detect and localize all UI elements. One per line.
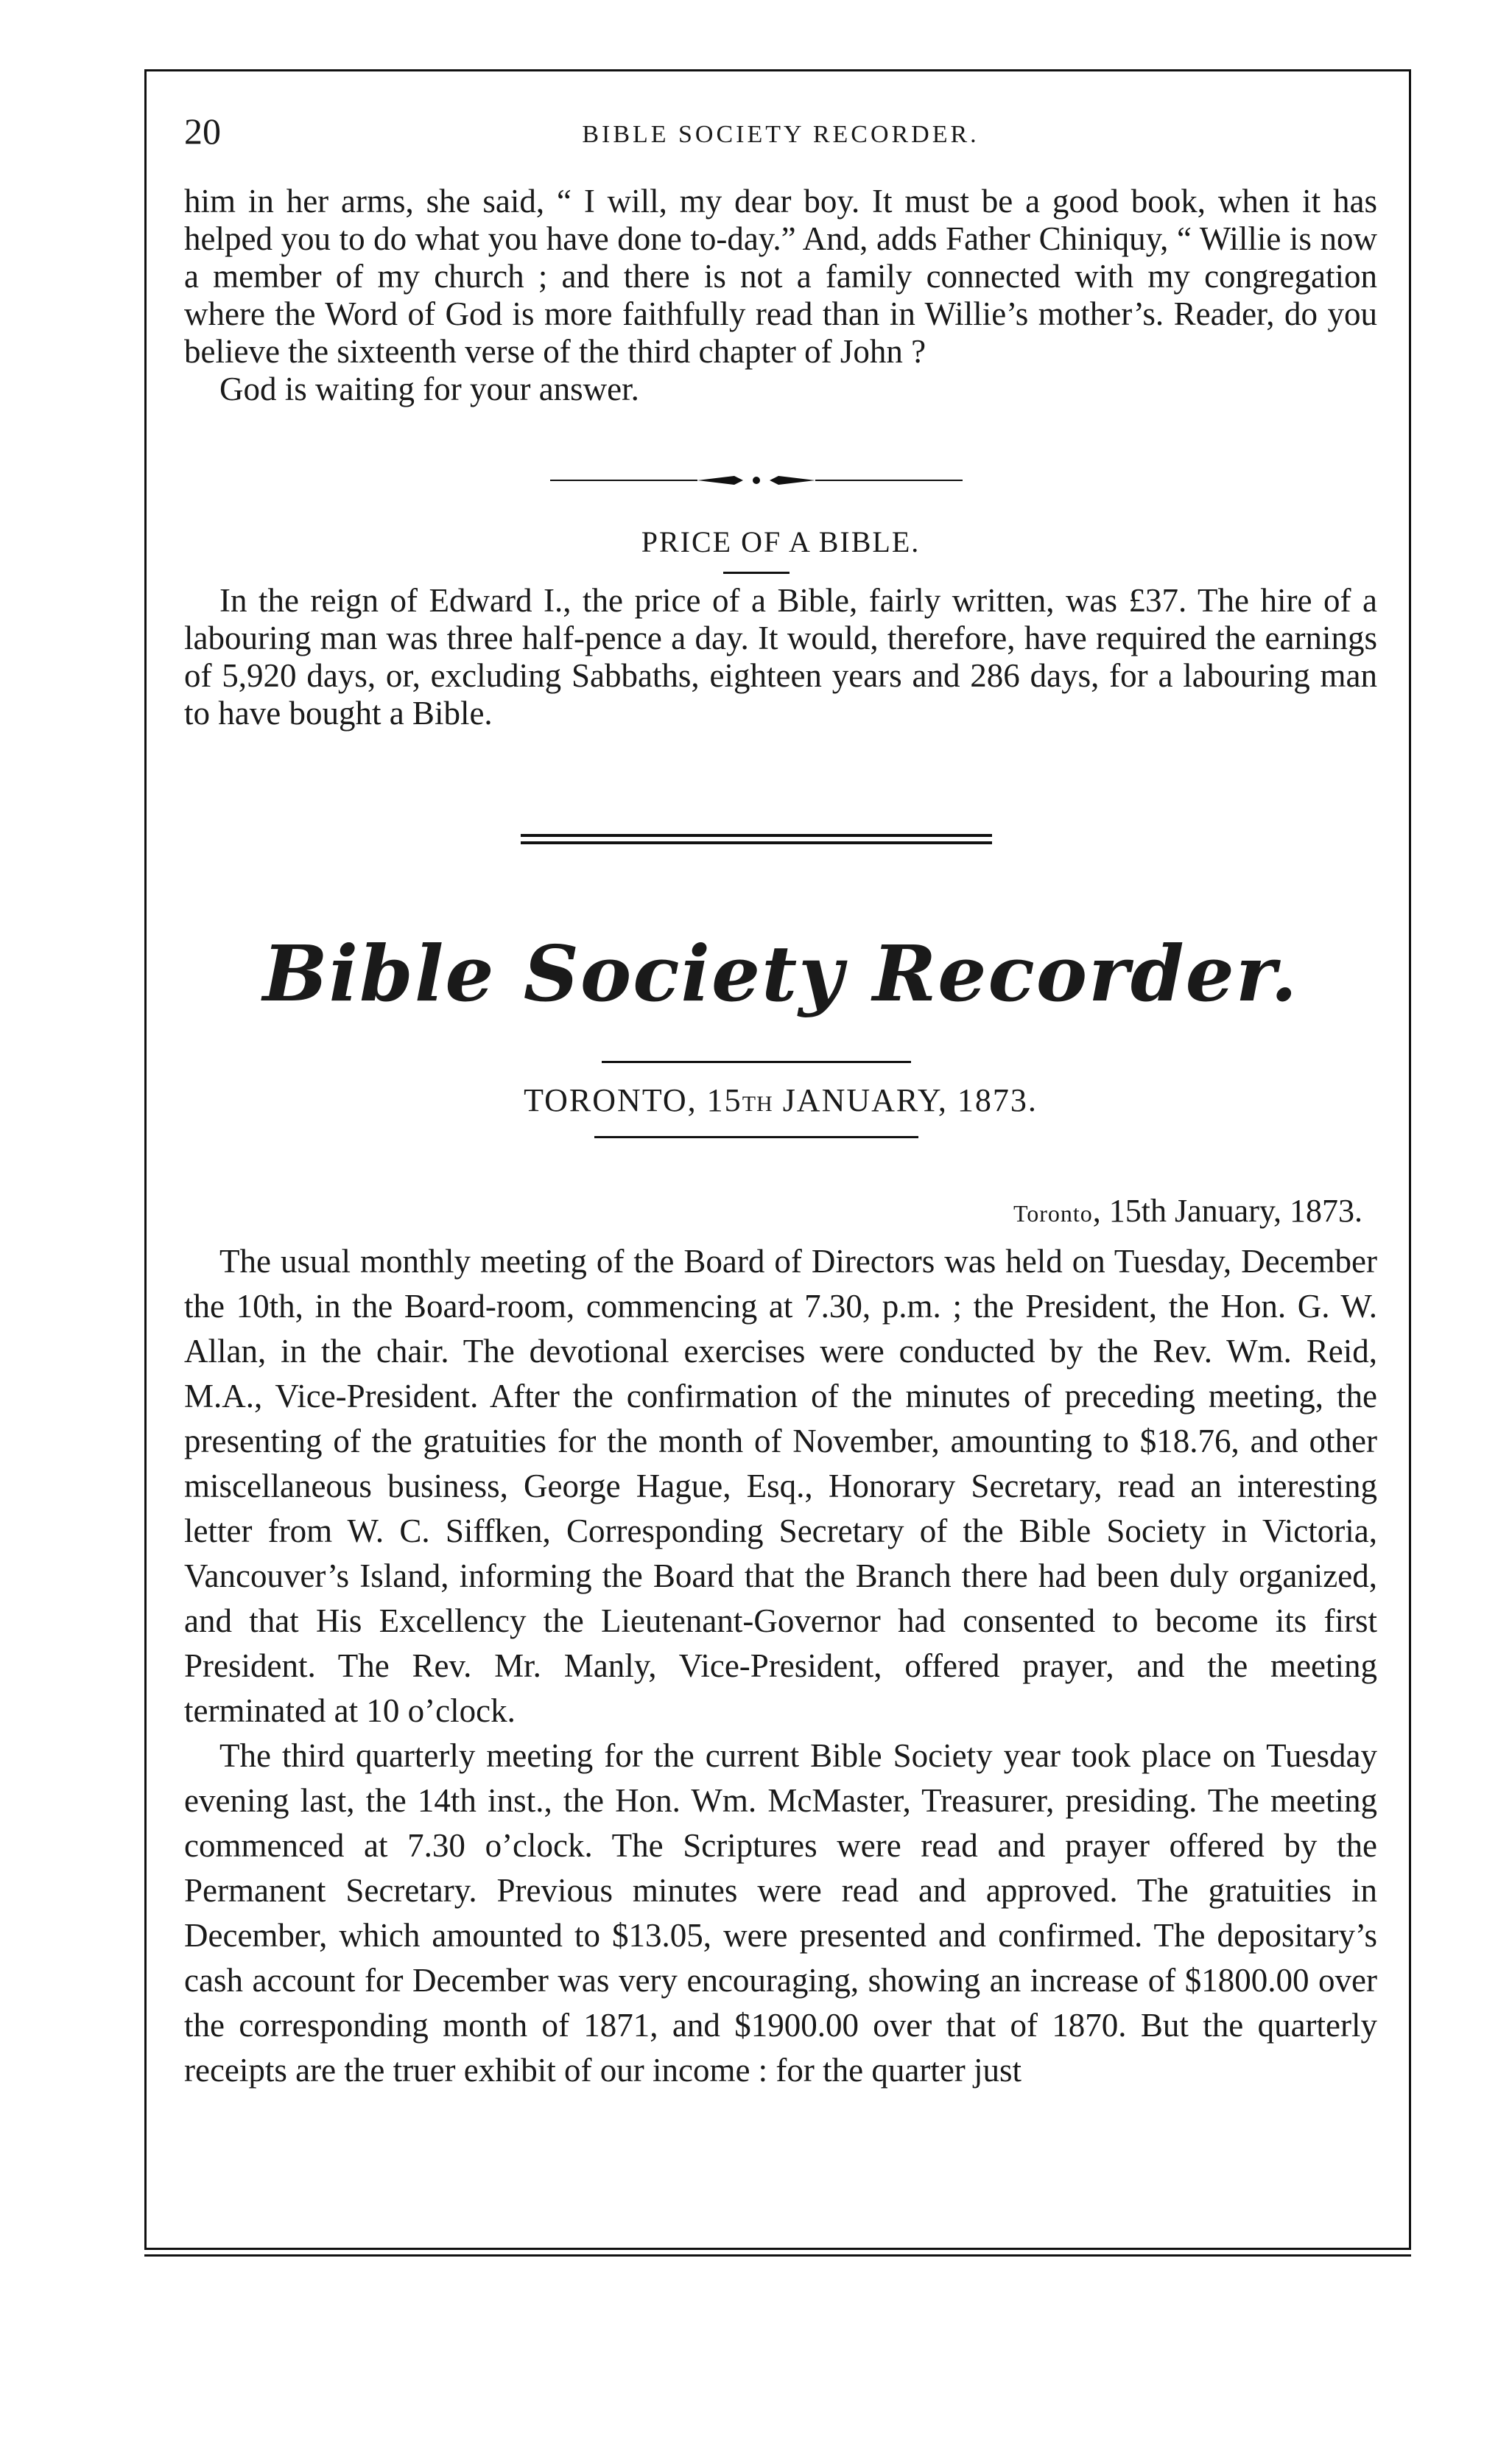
bottom-rule (144, 2254, 1411, 2257)
report-paragraph-2: The third quarterly meeting for the current Bible Society year took place on Tuesday evening last, the 14th inst., the Hon. Wm. McMaster, Treasurer, presiding. The meeting commenced at 7.30 o’clock. The Scriptures were read and prayer offered by the Permanent Secretary. Previous minutes were read and approved. The gratuities in December, which amounted to $13.05, were presented and confirmed. The depositary’s cash account for December was very encouraging, showing an increase of $1800.00 over the corresponding month of 1871, and $1900.00 over that of 1870. But the quarterly receipts are the truer exhibit of our income : for the quarter just (184, 1737, 1377, 2089)
report-body (184, 1239, 1377, 2093)
dateline-block (184, 1080, 1377, 1125)
report-dateline (184, 1191, 1377, 1234)
masthead-title: Bible Society Recorder. (262, 928, 1299, 1019)
story-closing-line: God is waiting for your answer. (219, 371, 639, 407)
dateline: TORONTO, 15TH JANUARY, 1873. (524, 1082, 1038, 1118)
masthead-block (184, 930, 1377, 1018)
masthead-rule (602, 1061, 911, 1063)
section-double-rule (521, 834, 992, 844)
title-underline (723, 572, 790, 574)
story-conclusion (184, 183, 1377, 408)
story-paragraph: him in her arms, she said, “ I will, my dear boy. It must be a good book, when it has helped you to do what you have done to-day.” And, adds Father Chiniquy, “ Willie is now a member of my church ; and there is not a family connected with my congregation where the Word of God is more faithfully read than in Willie’s mother’s. Reader, do you believe the sixteenth verse of the third chapter of John ? (184, 183, 1377, 370)
page-number: 20 (184, 111, 221, 152)
letter-date: Toronto, 15th January, 1873. (1013, 1193, 1362, 1229)
report-paragraph-1: The usual monthly meeting of the Board of Directors was held on Tuesday, December the 10th, in the Board-room, commencing at 7.30, p.m. ; the President, the Hon. G. W. Allan, in the chair. The devotional exercises were conducted by the Rev. Wm. Reid, M.A., Vice-President. After the confirmation of the minutes of preceding meeting, the presenting of the gratuities for the month of November, amounting to $18.76, and other miscellaneous business, George Hague, Esq., Honorary Secretary, read an interesting letter from W. C. Siffken, Corresponding Secretary of the Bible Society in Victoria, Vancouver’s Island, informing the Board that the Branch there had been duly organized, and that His Excellency the Lieutenant-Governor had consented to become its first President. The Rev. Mr. Manly, Vice-President, offered prayer, and the meeting terminated at 10 o’clock. (184, 1243, 1377, 1729)
price-of-bible-section (184, 522, 1377, 563)
section-title: PRICE OF A BIBLE. (641, 525, 921, 558)
running-head: BIBLE SOCIETY RECORDER. (582, 121, 980, 148)
price-paragraph: In the reign of Edward I., the price of a Bible, fairly written, was £37. The hire of a labouring man was three half-pence a day. It would, therefore, have required the earnings of 5,920 days, or, excluding Sabbaths, eighteen years and 286 days, for a labouring man to have bought a Bible. (184, 582, 1377, 732)
ornamental-divider (550, 473, 963, 488)
dateline-rule (594, 1136, 918, 1138)
page-header (184, 109, 1377, 161)
price-of-bible-body (184, 582, 1377, 732)
